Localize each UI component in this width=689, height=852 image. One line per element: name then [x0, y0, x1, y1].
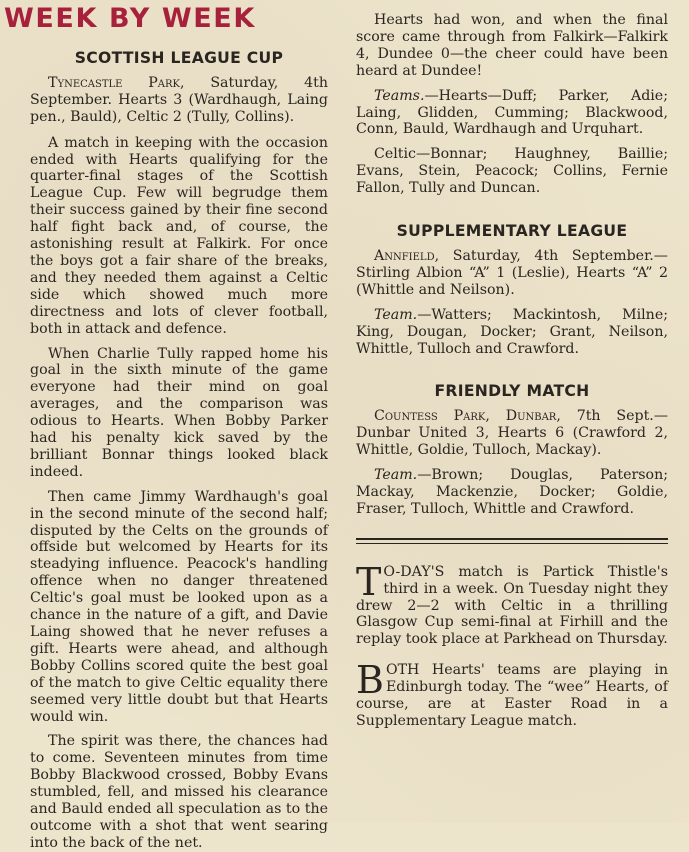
- friendly-team-label: Team.: [374, 467, 418, 484]
- friendly-venue: Countess Park, Dunbar,: [374, 408, 561, 425]
- hearts-team-lineup: [356, 88, 668, 139]
- note-hearts-teams: [356, 658, 668, 730]
- note-partick-thistle: [356, 559, 668, 649]
- celtic-team-lineup: Celtic—Bonnar; Haughney, Baillie; Evans, Stein, Peacock; Collins, Fernie Fallon, Tully and Duncan.: [356, 146, 668, 197]
- right-column-content: [356, 12, 668, 738]
- article-paragraph: Hearts had won, and when the final score came through from Falkirk—Falkirk 4, Dundee 0—the cheer could have been heard at Dundee!: [356, 12, 668, 79]
- supplementary-team-label: Team.: [374, 306, 418, 323]
- dropcap-b: B: [356, 658, 384, 703]
- note-hearts-text: OTH Hearts' teams are playing in Edinburgh today. The “wee” Hearts, of course, are at Easter Road in a Supplementary League match.: [356, 662, 668, 729]
- double-rule-divider: [356, 538, 668, 544]
- note-partick-text: O-DAY'S match is Partick Thistle's third in a week. On Tuesday night they drew 2—2 with Celtic in a thrilling Glasgow Cup semi-final at Firhill and the replay took place at Parkhead on Thursday.: [356, 563, 668, 648]
- friendly-team-text: —Brown; Douglas, Paterson; Mackay, Mackenzie, Docker; Goldie, Fraser, Tulloch, Whittle and Crawford.: [356, 467, 668, 517]
- league-cup-result: [30, 75, 328, 126]
- league-cup-result-text: Saturday, 4th September. Hearts 3 (Wardhaugh, Laing pen., Bauld), Celtic 2 (Tully, Collins).: [30, 74, 328, 125]
- league-cup-title: SCOTTISH LEAGUE CUP: [74, 49, 284, 67]
- article-paragraph: Then came Jimmy Wardhaugh's goal in the second minute of the second half; disputed by the Celts on the grounds of offside but welcomed by Hearts for its steadying influence. Peacock's handling offence when no danger threatened Celtic's goal must be looked upon as a chance in the nature of a gift, and Davie Laing showed that he never refuses a gift. Hearts were ahead, and although Bobby Collins scored quite the best goal of the match to give Celtic equality there seemed very little doubt but that Hearts would win.: [30, 488, 328, 725]
- friendly-result-text: 7th Sept.—Dunbar United 3, Hearts 6 (Crawford 2, Whittle, Goldie, Tulloch, Mackay).: [356, 408, 669, 459]
- friendly-title: FRIENDLY MATCH: [434, 382, 590, 401]
- hearts-team-text: —Hearts—Duff; Parker, Adie; Laing, Glidden, Cumming; Blackwood, Conn, Bauld, Wardhaugh and Urquhart.: [356, 87, 668, 138]
- supplementary-result-text: Saturday, 4th September.—Stirling Albion “A” 1 (Leslie), Hearts “A” 2 (Whittle and Neilson).: [356, 247, 668, 298]
- supplementary-venue: Annfield,: [374, 247, 440, 264]
- teams-label: Teams.: [374, 87, 425, 104]
- league-cup-venue: Tynecastle Park,: [48, 74, 185, 91]
- week-by-week-banner: WEEK BY WEEK: [4, 3, 256, 34]
- article-paragraph: A match in keeping with the occasion ended with Hearts qualifying for the quarter-final stages of the Scottish League Cup. Few will begrudge them their success gained by their fine second half fight back and, of course, the astonishing result at Falkirk. For once the boys got a fair share of the breaks, and they needed them against a Celtic side which showed much more directness and lots of clever football, both in attack and defence.: [30, 134, 328, 337]
- article-paragraph: When Charlie Tully rapped home his goal in the sixth minute of the game everyone had their mind on goal averages, and the comparison was odious to Hearts. When Bobby Parker had his penalty kick saved by the brilliant Bonnar things looked black indeed.: [30, 345, 328, 480]
- left-column: [30, 0, 328, 852]
- article-paragraph: The spirit was there, the chances had to come. Seventeen minutes from time Bobby Blackwood crossed, Bobby Evans stumbled, fell, and missed his clearance and Bauld ended all speculation as to the outcome with a shot that went searing into the back of the net.: [30, 733, 328, 851]
- supplementary-result: [356, 248, 668, 299]
- friendly-team-lineup: [356, 467, 668, 518]
- friendly-result: [356, 408, 668, 459]
- supplementary-team-lineup: [356, 307, 668, 358]
- supplementary-team-text: —Watters; Mackintosh, Milne; King, Dougan, Docker; Grant, Neilson, Whittle, Tulloch and Crawford.: [356, 306, 668, 357]
- dropcap-t: T: [356, 559, 382, 604]
- supplementary-title: SUPPLEMENTARY LEAGUE: [396, 222, 628, 241]
